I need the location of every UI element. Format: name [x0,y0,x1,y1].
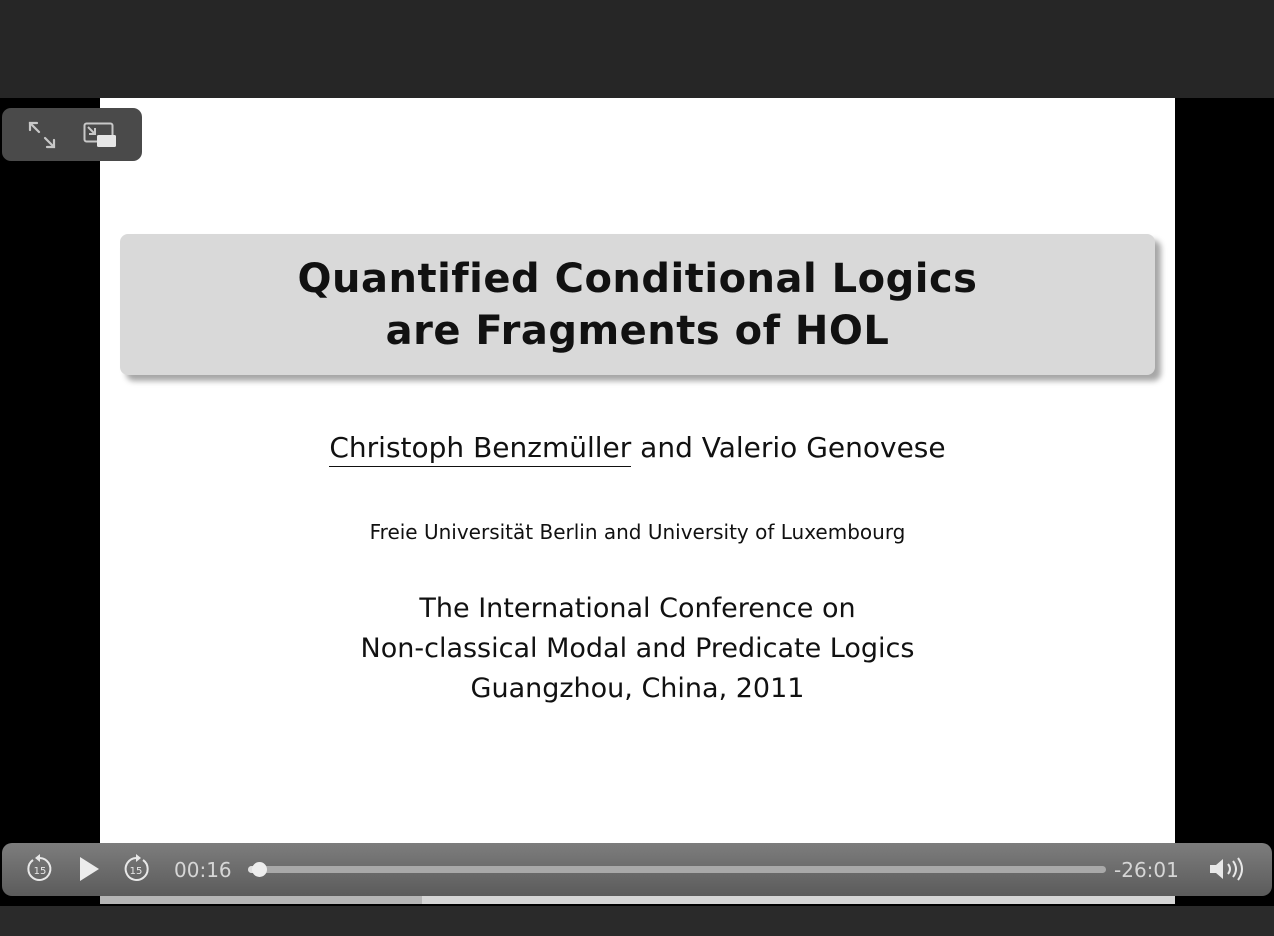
slide-title-box [120,234,1155,375]
skip-back-15-icon [25,854,55,884]
video-area[interactable] [0,98,1274,906]
conference-line-2: Non-classical Modal and Predicate Logics [360,633,915,664]
expand-icon[interactable] [27,120,57,150]
remaining-time: -26:01 [1114,858,1179,882]
progress-thumb[interactable] [252,862,267,877]
conference-line-3: Guangzhou, China, 2011 [470,673,805,704]
playback-controls [2,843,1272,896]
slide-conference [100,589,1175,709]
play-icon [78,856,100,882]
bottom-bar [0,906,1274,936]
elapsed-time: 00:16 [174,858,232,882]
slide-authors [100,431,1175,464]
skip-back-label: 15 [33,866,47,877]
slide-affiliation: Freie Universität Berlin and University of Luxembourg [369,520,906,544]
skip-back-15-button[interactable] [24,853,56,885]
progress-track[interactable] [248,866,1106,873]
author-primary: Christoph Benzmüller [329,431,631,467]
volume-icon [1208,855,1246,883]
volume-button[interactable] [1207,853,1247,885]
slide-title-line-1: Quantified Conditional Logics [297,255,978,302]
window-controls [2,108,142,161]
conference-line-1: The International Conference on [419,593,856,624]
skip-forward-15-icon [121,854,151,884]
slide-title-line-2: are Fragments of HOL [385,307,890,354]
top-bar [0,0,1274,98]
author-rest: and Valerio Genovese [631,431,946,464]
skip-forward-15-button[interactable] [120,853,152,885]
skip-forward-label: 15 [129,866,143,877]
play-button[interactable] [74,853,104,885]
presentation-slide [100,98,1175,904]
picture-in-picture-icon[interactable] [83,122,117,148]
